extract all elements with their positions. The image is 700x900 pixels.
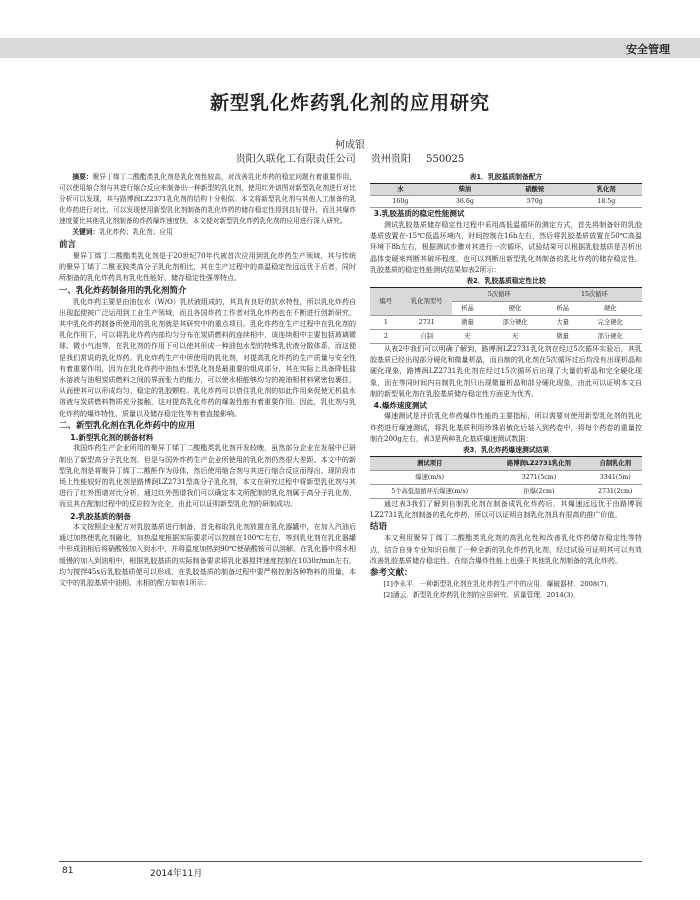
section-4-paragraph: 爆速测试是评价乳化炸药爆炸性能的主要指标，所以需要对使用新型乳化剂的乳化炸药进行爆速测试，将乳化基质利用珍珠岩敏化后装入到药卷中，将每个药卷的重量控制在200g左右，表3是两种乳化基质爆速测试数据： [370, 412, 642, 443]
table-cell: 570g [499, 196, 570, 208]
table-1-caption: 表1．乳胶基质制备配方 [469, 173, 543, 181]
conclusion-heading: 结语 [370, 522, 388, 533]
table-cell: 爆速(m/s) [370, 471, 489, 485]
table-3-header: 自制乳化剂 [589, 457, 642, 471]
header-bar [0, 38, 700, 58]
table-2-subheader: 析晶 [452, 301, 484, 315]
section-2-2-paragraph: 本文按照企业配方对乳胶基质进行制备，首先称取乳化剂放置在乳化器罐中，在加入汽油后通过加热使乳化剂融化，加热温度根据实际要求可以控制在100℃左右，等到乳化剂在乳化器罐中形成油相后将硝酸铵加入到水中，并将温度加热到90℃使硝酸铵可以溶解。在乳化器中将水相缓慢的加入到油相中，根据乳胶基质的实际制备要求将乳化器搅拌速度控制在1030r/min左右，均匀搅拌45s后乳胶基质便可以形成，在乳胶基质的制备过程中要严格控制各种物料的用量，本文中的乳胶基质中油相、水相的配方如表1所示： [59, 523, 356, 588]
table-cell: 无 [452, 329, 484, 343]
section-label: 安全管理 [626, 43, 670, 56]
table-cell: 3271(5cm) [489, 471, 588, 485]
section-3-heading: 3.乳胶基质的稳定性能测试 [373, 209, 465, 219]
left-column [59, 172, 356, 589]
keywords [59, 227, 356, 238]
references-heading: 参考文献： [370, 568, 413, 579]
table-cell: 2731 [402, 315, 452, 329]
table-3-caption: 表3．乳化炸药爆速测试结果 [462, 446, 550, 455]
table-1-header: 硝酸铵 [499, 184, 570, 196]
table-1-header: 水 [370, 184, 431, 196]
keywords-text: 乳化炸药；乳化剂；应用 [99, 228, 173, 236]
table-cell: 拒爆(2cm) [489, 485, 588, 499]
table-cell: 自制 [402, 329, 452, 343]
table-2-header-type: 乳化剂型号 [402, 287, 452, 315]
section-4-heading: 4.爆炸速度测试 [373, 400, 427, 410]
preface-paragraph: 聚异丁烯丁二酸酯类乳化剂是于20世纪70年代被首次应用到乳化炸药生产领域，其与传统的聚异丁烯丁二酰亚胺类高分子乳化剂相比，其在生产过程中的高温稳定性远远优于后者，同时所制备的乳化炸药具有乳化性能好、储存稳定性强等特点。 [59, 252, 356, 283]
table-cell: 无 [483, 329, 546, 343]
table-2 [370, 287, 642, 344]
footer-divider [59, 861, 642, 862]
table-3 [370, 456, 642, 499]
table-2-subheader: 硬化 [579, 301, 642, 315]
table-cell: 部分硬化 [483, 315, 546, 329]
section-3-paragraph-2: 从表2中我们可以明确了解到，路博润LZ2731乳化剂在经过5次循环实验后，其乳胶基质已经出现部分硬化和微量析晶，而自制的乳化剂在5次循环过后均没有出现析晶和硬化现象，路博润LZ2731乳化剂在经过15次循环后出现了大量的析晶和完全硬化现象，而在等同时间内自制乳化剂只出现微量析晶和部分硬化现象，由此可以证明本文自制的新型氧化剂在乳胶基质储存稳定性方面更为优秀。 [370, 344, 642, 398]
table-1 [370, 183, 642, 208]
table-cell: 2 [370, 329, 402, 343]
affiliation-postcode: 550025 [426, 154, 465, 165]
section-2-2-heading: 2.乳胶基质的制备 [70, 511, 131, 521]
issue-date: 2014年11月 [150, 869, 203, 879]
keywords-label: 关键词： [72, 228, 100, 236]
preface-heading: 前言 [59, 240, 77, 250]
author-name: 柯成银 [335, 140, 365, 151]
table-cell: 5个高低温循环后爆速(m/s) [370, 485, 489, 499]
table-2-caption: 表2．乳胶基质稳定性比较 [466, 276, 546, 285]
table-2-header-15: 15次循环 [547, 287, 642, 301]
table-cell: 3341(5m) [589, 471, 642, 485]
affiliation-city: 贵州贵阳 [370, 154, 411, 165]
table-cell: 微量 [547, 329, 579, 343]
reference-item: [2]潘云．新型乳化炸药乳化剂的应用研究．质量管理．2014(3)． [383, 591, 580, 600]
reference-item: [1]李永平．一种新型乳化剂在乳化炸药生产中的应用．爆破器材．2008(7)． [383, 580, 614, 589]
table-2-header-no: 编号 [370, 287, 402, 315]
table-cell: 1 [370, 315, 402, 329]
table-3-header: 路博润LZ2731乳化剂 [489, 457, 588, 471]
table-cell: 完全硬化 [579, 315, 642, 329]
section-1-paragraph: 乳化炸药主要是由油包水（W/O）乳状液组成的，其具有良好的抗水特性，所以乳化炸药自出现起便被广泛运用到工业生产领域，而且各国炸药工作者对乳化炸药也在不断进行创新研究，其中乳化炸药制备所使用的乳化剂就是其研究中的重点项目。乳化炸药在生产过程中在乳化剂的乳化作用下，可以将乳化炸药内部均匀分布在炭质燃料的连续相中，该连续相中主要包括玻璃微球、微小气泡等，在乳化剂的作用下可以使其形成一种油包水型的特殊乳状液分散体系，而这便是我们常说的乳化炸药。乳化炸药生产中所使用的乳化剂，对提高乳化炸药的生产质量与安全性有着重要作用，因为在乳化炸药中油包水型乳化剂是最重要的组成部分，其在实际上具备降低盐水溶液与油相炭质燃料之间的界面张力的能力，可以使水相能够均匀的被油相材料紧密包裹住，从而使其可以形成均匀、稳定的乳胶颗粒。乳化炸药可以借住乳化剂的如此作用来促使无机盐水溶液与炭质燃料物质充分接触，这对提高乳化炸药的爆轰性能有着重要作用。因此，乳化剂与乳化炸药的爆炸特性、质量以及储存稳定性等有着直接影响。 [59, 297, 356, 418]
table-1-header: 乳化剂 [571, 184, 642, 196]
right-column [370, 172, 642, 601]
section-2-heading: 二、新型乳化剂在乳化炸药中的应用 [59, 420, 196, 431]
section-3-paragraph: 测试乳胶基质储存稳定性过程中采用高低温循环的测定方式，首先将制备好的乳胶基质放置在-15℃低温环境内，时间控制在16h左右，然后将乳胶基质放置在50℃高温环境下8h左右，根据测试步骤对其进行一次循环，试验结果可以根据乳胶基质是否析出晶体变硬来判断其破坏程度，也可以判断出新型乳化剂制备的乳化炸药的储存稳定性。乳胶基质的稳定性能测试结果如表2所示： [370, 220, 642, 274]
abstract-text: 聚异丁烯丁二酸酯类乳化剂是乳化剂性较高，对改善乳化炸药的稳定问题有着重要作用，可以使用缩合剂与其进行缩合反应来制备出一种新型的乳化剂，使用红外谱图对新型乳化剂进行对比分析可以发现，其与路博润LZ2371乳化剂的结构十分相似。本文将新型乳化剂与其他人工制备的乳化炸药进行对比，可以发现使用新型乳化剂制备的乳化炸药的储存稳定性得到良好提升，而且其爆炸速度要比其他乳化剂制备的炸药爆炸速度快，本文便对新型乳化炸药乳化剂的应用进行深入研究。 [59, 173, 356, 225]
table-cell: 大量 [547, 315, 579, 329]
table-2-subheader: 析晶 [547, 301, 579, 315]
table-cell: 2731(2cm) [589, 485, 642, 499]
table-cell: 微量 [452, 315, 484, 329]
table-3-header: 测试项目 [370, 457, 489, 471]
table-cell: 160g [370, 196, 431, 208]
table-cell: 36.6g [431, 196, 499, 208]
table-row [370, 196, 642, 208]
page-number: 81 [62, 866, 74, 876]
affiliation [0, 150, 700, 165]
table-cell: 18.5g [571, 196, 642, 208]
table-row [370, 471, 642, 485]
section-2-1-paragraph: 我国炸药生产企业所用的聚异丁烯丁二酸酯类乳化剂开发较晚，虽然部分企业在发展中已研制出了新型高分子乳化剂，但是与国外炸药生产企业所使用的乳化剂仍然很大差距。本文中的新型乳化剂是将聚异丁烯丁二酸酐作为母体，然后使用缩合剂与其进行缩合反应而得出。现阶段市场上性能较好的乳化剂是路博润LZ2731型高分子乳化剂，本文在研究过程中将新型乳化剂与其进行了红外图谱对比分析，通过红外图谱我们可以确定本文所配制的乳化剂属于高分子乳化剂，而且其在配制过程中的反应较为完全，由此可以证明新型乳化剂的研制成功。 [59, 444, 356, 509]
table-row [370, 329, 642, 343]
conclusion-paragraph: 本文利用聚异丁烯丁二酸酯类乳化剂的高乳化性和改善乳化炸药储存稳定性等特点，结合自身专业知识自制了一种全新的乳化炸药乳化剂，经过试验可证明其可以有效改善乳胶基质储存稳定性，在综合爆炸性能上也强于其他乳化剂制备的乳化炸药。 [370, 534, 642, 565]
affiliation-org: 贵阳久联化工有限责任公司 [235, 154, 356, 165]
table-2-header-5: 5次循环 [452, 287, 547, 301]
abstract [59, 172, 356, 227]
table-row [370, 485, 642, 499]
section-4-paragraph-2: 通过表3我们了解到自制乳化剂在制备成乳化炸药后，其爆速远远优于由路博润LZ2731乳化剂制备的乳化炸药，所以可以证明自制乳化剂具有很高的推广价值。 [370, 500, 642, 520]
abstract-label: 摘要： [72, 173, 93, 181]
table-row [370, 315, 642, 329]
table-2-subheader: 硬化 [483, 301, 546, 315]
section-1-heading: 一、乳化炸药制备用的乳化剂简介 [59, 285, 187, 296]
table-1-header: 柴油 [431, 184, 499, 196]
article-title: 新型乳化炸药乳化剂的应用研究 [209, 92, 490, 114]
section-2-1-heading: 1.新型乳化剂的制备材料 [70, 432, 154, 442]
table-cell: 部分硬化 [579, 329, 642, 343]
